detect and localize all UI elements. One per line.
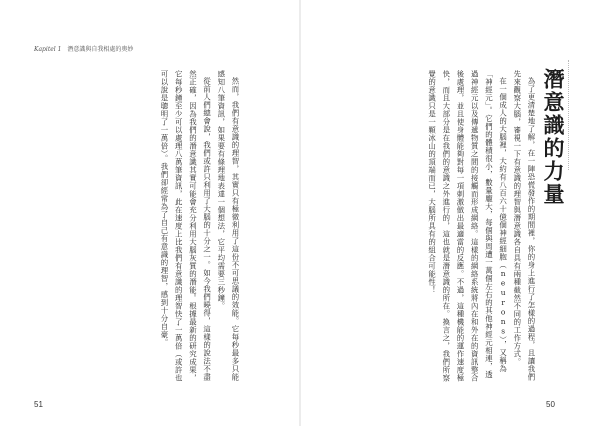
paragraph: 從前人們總會說，我們或許只利用了大腦的十分之一。如今我們曉得，這樣的說法不盡然正確，因為我們的潛意識其實可能會充分利用大腦灰質的潛能。根據最新的研究成果，它每秒鐘至少可以處理八萬筆資訊，此在速度上比我們有意識的理智快了一萬倍（或許也可以說是聰明了一萬倍）。我們卻經常為了自己有意識的理智，感到十分自豪。: [159, 70, 212, 382]
running-head-title: 潛意識與自我相處的奧妙: [67, 46, 134, 53]
paragraph: 然而，我們有意識的理智，其實只有極微利用了這份不可思議的效能。它每秒最多只能感知八筆資訊，如果要有條理地表達一個想法，它平均需要三秒鐘。: [216, 70, 240, 382]
page-number-right: 50: [546, 400, 555, 409]
right-page: [300, 0, 600, 426]
running-head: [34, 44, 133, 53]
paragraph: 在一個成人的大腦裡，大約有八百六十億個神經細胞（neurons），又稱為「神經元」。它們的體積很小，數量龐大，每個與周遭一萬個左右的其他神經元相連，透過神經元以及傳遞物質之間的接觸而形成網絡。這樣的網絡系統將內在和外在的資訊整合後處理，並且使身體能夠對每一項刺激做出最適當的反應。不過，這種機能的運作速度極快，而且大部分是在我們的意識之外進行的，這也就是潛意識的所在。換言之，我們所察覺的意識只是一顆冰山的頂端而已，大腦所具有的組合可能性！: [427, 70, 508, 382]
left-page-body: [143, 70, 242, 386]
page-number-left: 51: [34, 400, 43, 409]
title-box: [536, 68, 570, 218]
right-page-body: [410, 70, 538, 386]
paragraph: 為了更清楚地了解，在一陣恐慌發作的期間裡，你的身上進行了怎樣的過程，且讓我們先來觀察大腦，審視一下有意識的理智與潛意識各自具有兩種截然不同的工作方式。: [512, 70, 536, 382]
chapter-title: 潛意識的力量: [541, 68, 565, 206]
chapter-label: Kapitel 1: [34, 46, 62, 53]
